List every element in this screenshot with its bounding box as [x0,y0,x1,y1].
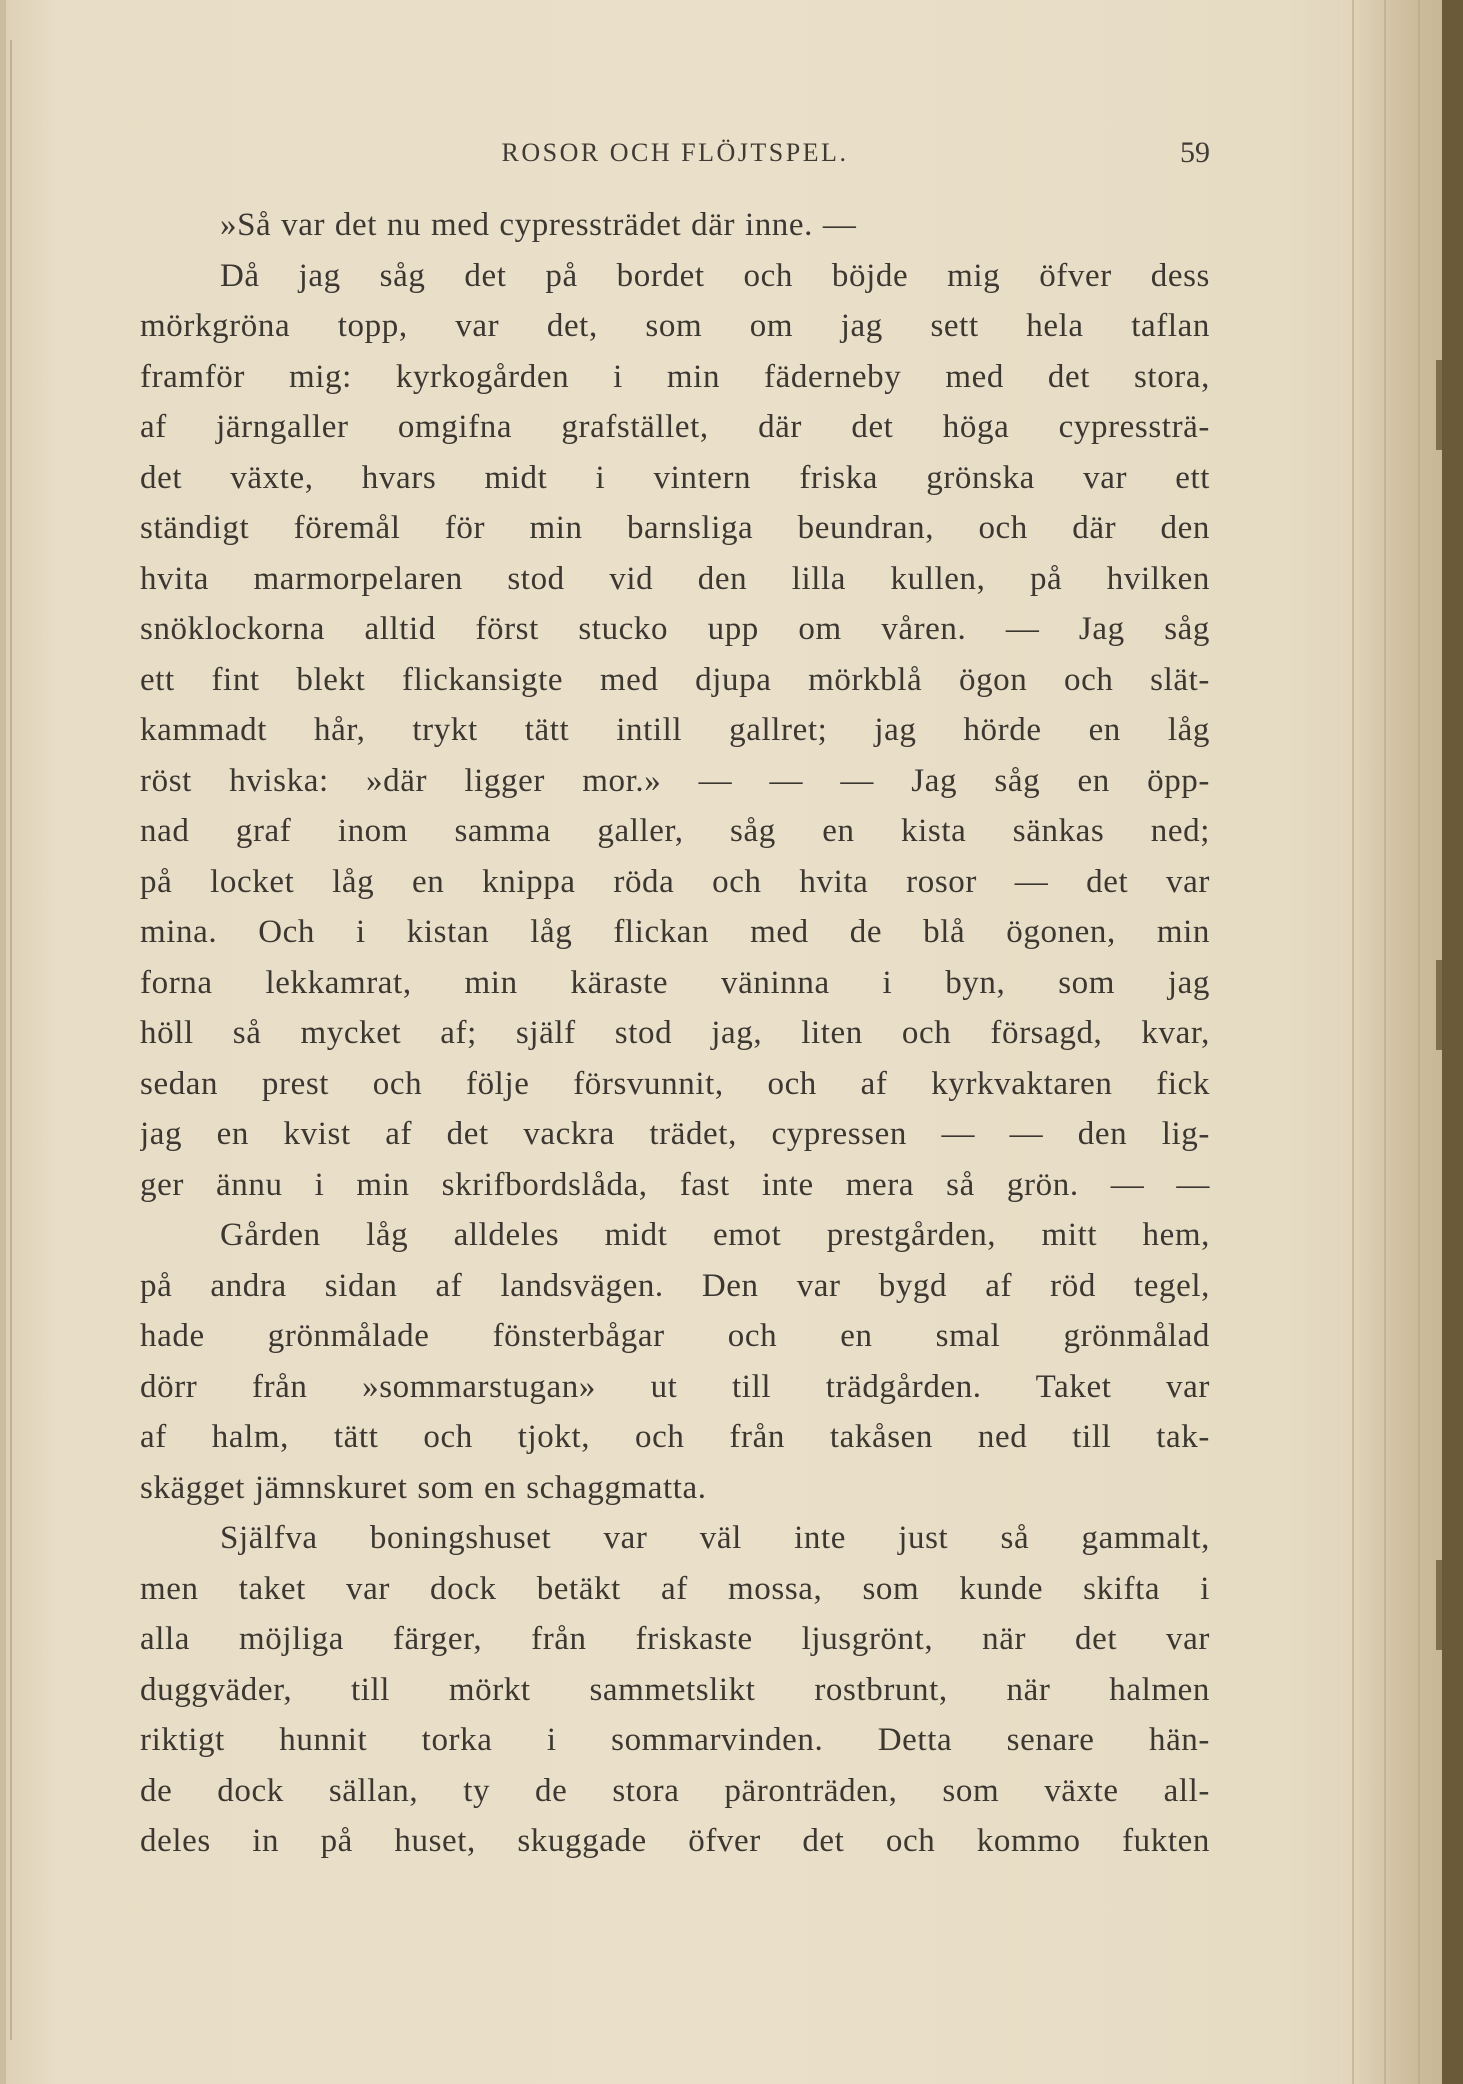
text-line: dörr från »sommarstugan» ut till trädgården. Taket var [140,1368,1210,1405]
page-number: 59 [1180,136,1210,169]
text-line: nad graf inom samma galler, såg en kista sänkas ned; [140,813,1210,849]
spine-mark [1436,960,1442,1050]
text-line: jag en kvist af det vackra trädet, cypressen — — den lig- [140,1116,1210,1152]
text-line: ger ännu i min skrifbordslåda, fast inte mera så grön. — — [140,1166,1210,1203]
text-line: de dock sällan, ty de stora päronträden, som växte all- [140,1772,1210,1809]
text-line: ett fint blekt flickansigte med djupa mörkblå ögon och slät- [140,661,1210,698]
text-line: alla möjliga färger, från friskaste ljusgrönt, när det var [140,1621,1210,1657]
text-line: det växte, hvars midt i vintern friska grönska var ett [140,459,1210,496]
gutter-line [1384,0,1386,2084]
text-line: af halm, tätt och tjokt, och från takåsen ned till tak- [140,1419,1210,1455]
running-head [140,138,1210,178]
text-line: ständigt föremål för min barnsliga beundran, och där den [140,510,1210,546]
text-line: Gården låg alldeles midt emot prestgården, mitt hem, [220,1217,1210,1253]
text-line: mörkgröna topp, var det, som om jag sett hela taflan [140,308,1210,344]
text-line: kammadt hår, trykt tätt intill gallret; jag hörde en låg [140,712,1210,748]
text-line: röst hviska: »där ligger mor.» — — — Jag såg en öpp- [140,762,1210,799]
text-line: Själfva boningshuset var väl inte just så gammalt, [220,1520,1210,1556]
text-line: Då jag såg det på bordet och böjde mig öfver dess [220,257,1210,294]
text-line: mina. Och i kistan låg flickan med de blå ögonen, min [140,914,1210,950]
text-line: skägget jämnskuret som en schaggmatta. [140,1469,707,1506]
text-line: framför mig: kyrkogården i min fäderneby med det stora, [140,358,1210,395]
page-edge-rule [10,40,12,2040]
text-line: hvita marmorpelaren stod vid den lilla kullen, på hvilken [140,560,1210,597]
header-title: ROSOR OCH FLÖJTSPEL. [501,138,849,167]
book-spine [1442,0,1463,2084]
text-line: höll så mycket af; själf stod jag, liten och försagd, kvar, [140,1015,1210,1051]
gutter-line [1352,0,1354,2084]
text-line: snöklockorna alltid först stucko upp om våren. — Jag såg [140,611,1210,647]
text-line: duggväder, till mörkt sammetslikt rostbrunt, när halmen [140,1671,1210,1708]
text-line: på andra sidan af landsvägen. Den var bygd af röd tegel, [140,1267,1210,1304]
text-line: sedan prest och följe försvunnit, och af kyrkvaktaren fick [140,1065,1210,1102]
spine-mark [1436,1560,1442,1650]
text-line: forna lekkamrat, min käraste väninna i byn, som jag [140,964,1210,1001]
text-line: af järngaller omgifna grafstället, där det höga cypressträ- [140,409,1210,445]
gutter-line [1418,0,1420,2084]
text-line: deles in på huset, skuggade öfver det och kommo fukten [140,1823,1210,1859]
text-line: på locket låg en knippa röda och hvita rosor — det var [140,863,1210,900]
body-text [140,200,1210,1867]
spine-mark [1436,360,1442,450]
previous-page-edge [0,0,6,2084]
text-line: »Så var det nu med cypressträdet där inne. — [220,207,857,243]
text-line: hade grönmålade fönsterbågar och en smal grönmålad [140,1318,1210,1354]
text-line: men taket var dock betäkt af mossa, som kunde skifta i [140,1570,1210,1607]
book-gutter [1340,0,1442,2084]
text-line: riktigt hunnit torka i sommarvinden. Detta senare hän- [140,1722,1210,1758]
